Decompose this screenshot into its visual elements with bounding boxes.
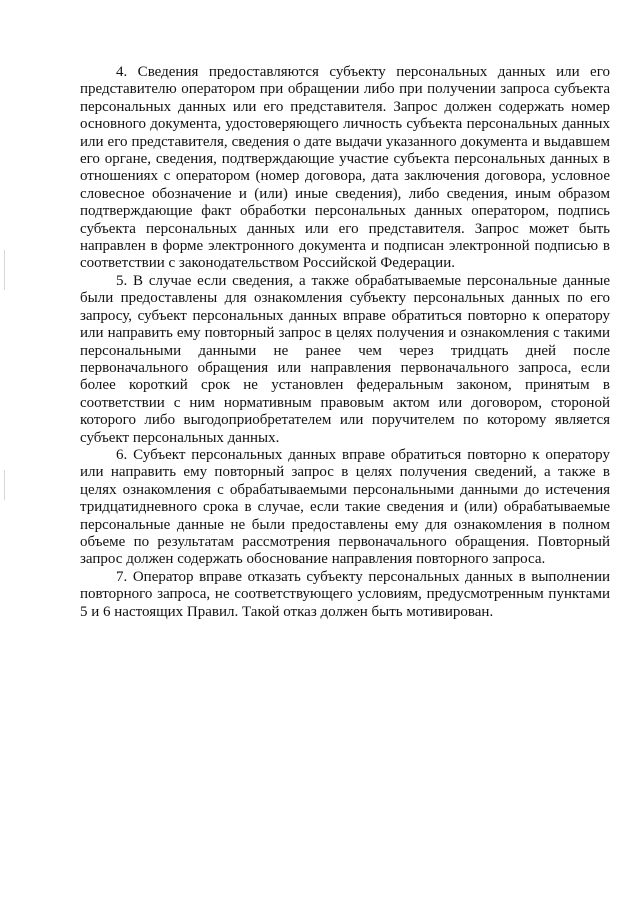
paragraph-4: 4. Сведения предоставляются субъекту персональных данных или его представителю оператором при обращении либо при получении запроса субъекта персональных данных или его представителя. Запрос должен содержать номер основного документа, удостоверяющего личность субъекта персональных данных или его представителя, сведения о дате выдачи указанного документа и выдавшем его органе, сведения, подтверждающие участие субъекта персональных данных в отношениях с оператором (номер договора, дата заключения договора, условное словесное обозначение и (или) иные сведения), либо сведения, иным образом подтверждающие факт обработки персональных данных оператором, подпись субъекта персональных данных или его представителя. Запрос может быть направлен в форме электронного документа и подписан электронной подписью в соответствии с законодательством Российской Федерации.	[80, 64, 610, 272]
scan-edge-mark	[4, 250, 5, 290]
paragraph-5: 5. В случае если сведения, а также обрабатываемые персональные данные были предоставлены для ознакомления субъекту персональных данных по его запросу, субъект персональных данных вправе обратиться повторно к оператору или направить ему повторный запрос в целях получения и ознакомления с такими персональными данными не ранее чем через тридцать дней после первоначального обращения или направления первоначального запроса, если более короткий срок не установлен федеральным законом, принятым в соответствии с ним нормативным правовым актом или договором, стороной которого либо выгодоприобретателем или поручителем по которому является субъект персональных данных.	[80, 272, 610, 446]
paragraph-6: 6. Субъект персональных данных вправе обратиться повторно к оператору или направить ему повторный запрос в целях получения сведений, а также в целях ознакомления с обрабатываемыми персональными данными до истечения тридцатидневного срока в случае, если такие сведения и (или) обрабатываемые персональные данные не были предоставлены ему для ознакомления в полном объеме по результатам рассмотрения первоначального обращения. Повторный запрос должен содержать обоснование направления повторного запроса.	[80, 446, 610, 568]
document-body	[80, 64, 610, 621]
paragraph-7: 7. Оператор вправе отказать субъекту персональных данных в выполнении повторного запроса, не соответствующего условиям, предусмотренным пунктами 5 и 6 настоящих Правил. Такой отказ должен быть мотивирован.	[80, 568, 610, 620]
scan-edge-mark	[4, 470, 5, 500]
